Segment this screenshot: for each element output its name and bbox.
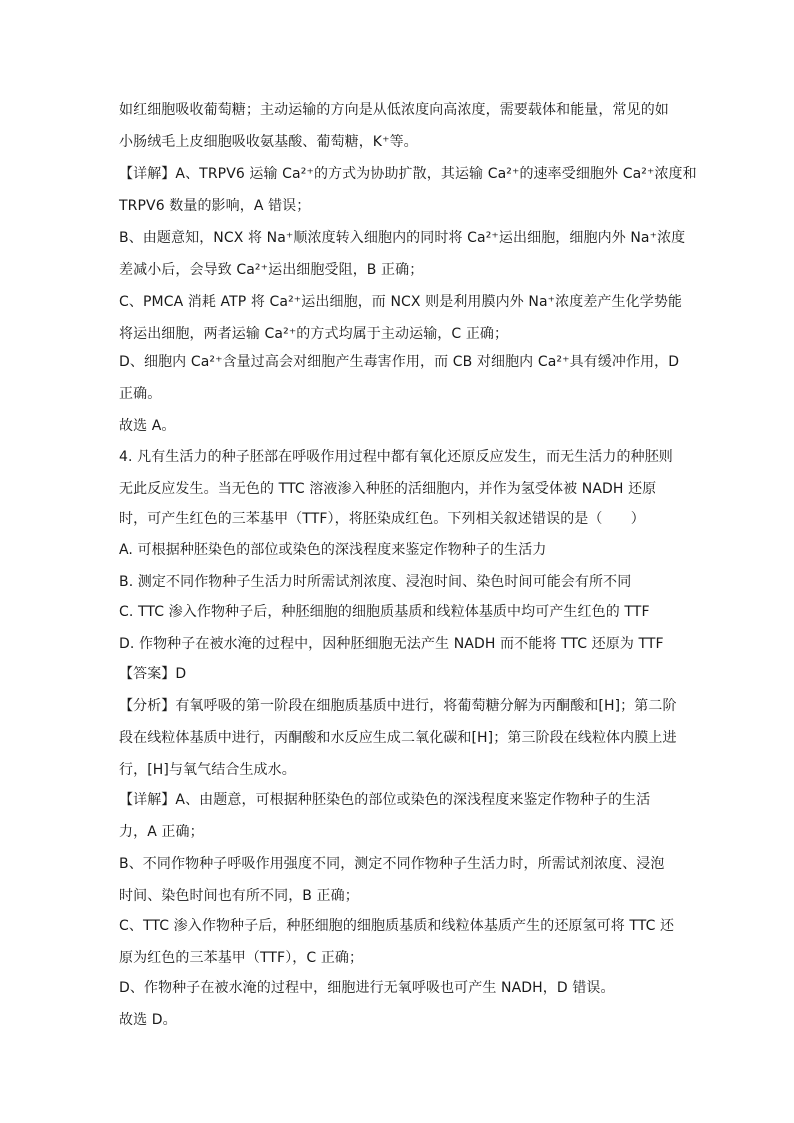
option-c: C. TTC 渗入作物种子后，种胚细胞的细胞质基质和线粒体基质中均可产生红色的 TTF [119,604,650,620]
text-line: C、PMCA 消耗 ATP 将 Ca²⁺运出细胞，而 NCX 则是利用膜内外 Na⁺浓度差产生化学势能 [119,294,683,310]
explanation-line: 故选 D。 [119,1012,177,1028]
text-line: 如红细胞吸收葡萄糖；主动运输的方向是从低浓度向高浓度，需要载体和能量，常见的如 [119,102,669,118]
answer-line: 【答案】D [119,666,187,682]
analysis-line: 段在线粒体基质中进行，丙酮酸和水反应生成二氧化碳和[H]；第三阶段在线粒体内膜上进 [119,730,677,746]
explanation-line: 时间、染色时间也有所不同，B 正确； [119,888,359,904]
text-line: TRPV6 数量的影响，A 错误； [119,198,311,214]
option-d: D. 作物种子在被水淹的过程中，因种胚细胞无法产生 NADH 而不能将 TTC 还原为 TTF [119,636,664,652]
text-line: 差减小后，会导致 Ca²⁺运出细胞受阻，B 正确； [119,262,424,278]
text-line: 将运出细胞，两者运输 Ca²⁺的方式均属于主动运输，C 正确； [119,326,509,342]
text-line: D、细胞内 Ca²⁺含量过高会对细胞产生毒害作用，而 CB 对细胞内 Ca²⁺具有缓冲作用，D [119,354,680,370]
question-stem-line: 时，可产生红色的三苯基甲（TTF），将胚染成红色。下列相关叙述错误的是（ ） [119,511,645,527]
question-stem-line: 4. 凡有生活力的种子胚部在呼吸作用过程中都有氧化还原反应发生，而无生活力的种胚则 [119,449,673,465]
text-line: 【详解】A、TRPV6 运输 Ca²⁺的方式为协助扩散，其运输 Ca²⁺的速率受细胞外 Ca²⁺浓度和 [119,166,697,182]
text-line: 故选 A。 [119,418,176,434]
analysis-line: 【分析】有氧呼吸的第一阶段在细胞质基质中进行，将葡萄糖分解为丙酮酸和[H]；第二阶 [119,698,677,714]
explanation-line: 【详解】A、由题意，可根据种胚染色的部位或染色的深浅程度来鉴定作物种子的生活 [119,792,651,808]
option-a: A. 可根据种胚染色的部位或染色的深浅程度来鉴定作物种子的生活力 [119,542,547,558]
text-line: 小肠绒毛上皮细胞吸收氨基酸、葡萄糖，K⁺等。 [119,134,418,150]
explanation-line: 力，A 正确； [119,824,204,840]
explanation-line: 原为红色的三苯基甲（TTF），C 正确； [119,950,364,966]
explanation-line: B、不同作物种子呼吸作用强度不同，测定不同作物种子生活力时，所需试剂浓度、浸泡 [119,856,665,872]
option-b: B. 测定不同作物种子生活力时所需试剂浓度、浸泡时间、染色时间可能会有所不同 [119,574,632,590]
question-stem-line: 无此反应发生。当无色的 TTC 溶液渗入种胚的活细胞内，并作为氢受体被 NADH 还原 [119,481,657,497]
analysis-line: 行，[H]与氧气结合生成水。 [119,762,296,778]
text-line: B、由题意知，NCX 将 Na⁺顺浓度转入细胞内的同时将 Ca²⁺运出细胞，细胞内外 Na⁺浓度 [119,230,686,246]
text-line: 正确。 [119,386,162,402]
explanation-line: C、TTC 渗入作物种子后，种胚细胞的细胞质基质和线粒体基质产生的还原氢可将 TTC 还 [119,918,675,934]
explanation-line: D、作物种子在被水淹的过程中，细胞进行无氧呼吸也可产生 NADH，D 错误。 [119,980,615,996]
